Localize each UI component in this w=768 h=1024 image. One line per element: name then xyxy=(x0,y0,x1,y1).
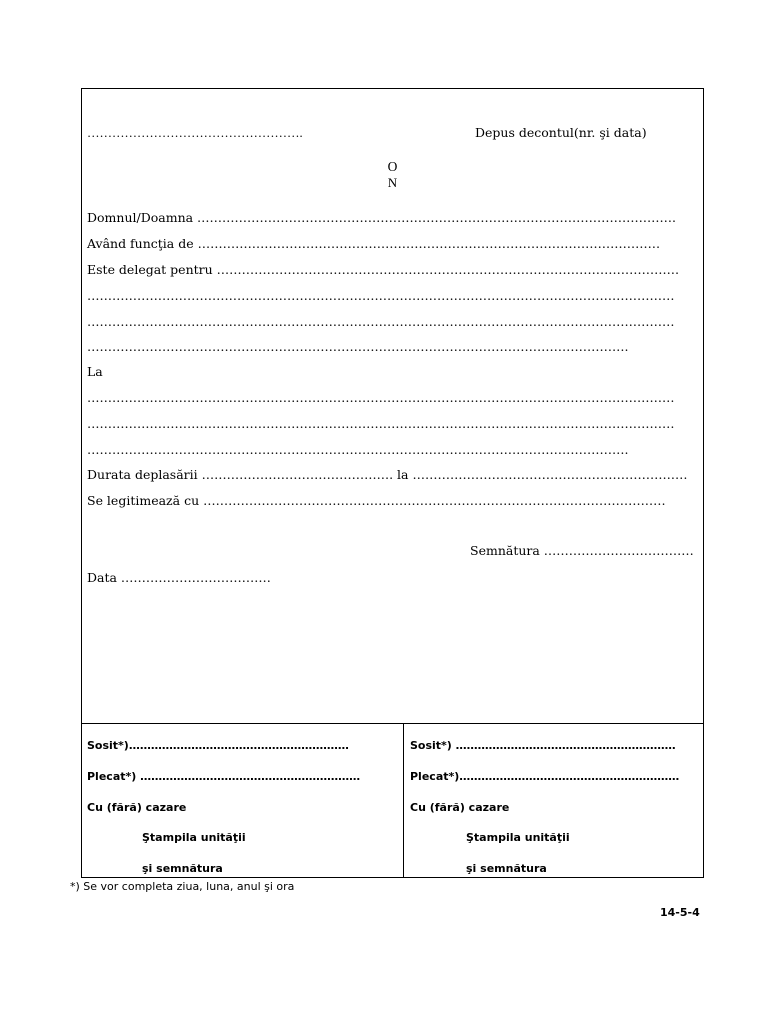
field-semnatura: Semnătura ……………………………… xyxy=(470,543,694,558)
field-la-line-1: …………………………………………………………………………………………………………………………… xyxy=(87,390,675,405)
right-cazare: Cu (fără) cazare xyxy=(410,801,510,814)
arrival-departure-right xyxy=(404,724,704,878)
arrival-departure-left xyxy=(82,724,404,878)
field-la-label: La xyxy=(87,364,103,379)
footnote: *) Se vor completa ziua, luna, anul şi ora xyxy=(70,880,295,893)
field-functia: Având funcţia de ………………………………………………………………………………………………… xyxy=(87,236,661,251)
field-la-line-3: …………………………………………………………………………………………………………………. xyxy=(87,442,629,457)
field-la-line-2: …………………………………………………………………………………………………………………………… xyxy=(87,416,675,431)
right-sosit: Sosit*) …………………………………………………… xyxy=(410,739,676,752)
delegation-order-form xyxy=(81,88,704,878)
field-domnul-doamna: Domnul/Doamna ……………………………………………………………………………………………………. xyxy=(87,210,677,225)
left-plecat: Plecat*) …………………………………………………… xyxy=(87,770,361,783)
left-sosit: Sosit*)…………………………………………………… xyxy=(87,739,349,752)
field-continuation-3: …………………………………………………………………………………………………………………. xyxy=(87,339,629,354)
field-legitimeaza: Se legitimează cu ………………………………………………………………………………………………… xyxy=(87,493,666,508)
left-semnatura: şi semnătura xyxy=(142,862,223,875)
arrival-departure-section xyxy=(82,723,703,878)
right-stampila: Ştampila unităţii xyxy=(466,831,570,844)
form-title: O xyxy=(387,159,398,174)
field-durata: Durata deplasării ………………………………………. la ………………………………………………………… xyxy=(87,467,688,482)
issuer-line: ……………………………………………. xyxy=(87,126,303,140)
decont-label: Depus decontul(nr. şi data) xyxy=(475,125,647,140)
page-code: 14-5-4 xyxy=(660,906,700,919)
order-number: N xyxy=(387,175,398,190)
right-plecat: Plecat*)…………………………………………………… xyxy=(410,770,680,783)
field-continuation-2: …………………………………………………………………………………………………………………………… xyxy=(87,314,675,329)
field-data: Data ……………………………… xyxy=(87,570,271,585)
field-continuation-1: …………………………………………………………………………………………………………………………… xyxy=(87,288,675,303)
left-cazare: Cu (fără) cazare xyxy=(87,801,187,814)
right-semnatura: şi semnătura xyxy=(466,862,547,875)
field-delegat-pentru: Este delegat pentru ………………………………………………………………………………………………… xyxy=(87,262,680,277)
left-stampila: Ştampila unităţii xyxy=(142,831,246,844)
